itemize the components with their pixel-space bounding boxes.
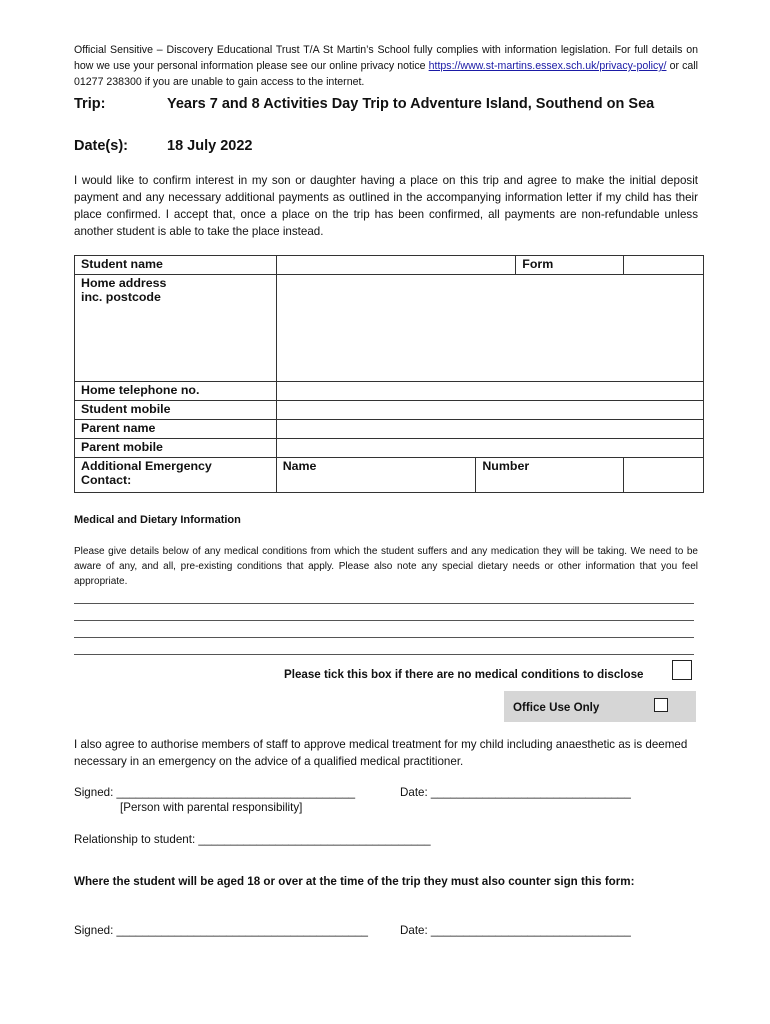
trip-label: Trip: (74, 96, 106, 112)
student-date-line[interactable]: Date: _______________________________ (400, 924, 631, 937)
home-telephone-label: Home telephone no. (75, 382, 277, 401)
student-mobile-label: Student mobile (75, 401, 277, 420)
dates-label: Date(s): (74, 138, 128, 154)
parent-mobile-field[interactable] (276, 439, 703, 458)
medical-line-2[interactable] (74, 620, 694, 621)
medical-line-1[interactable] (74, 603, 694, 604)
parent-date-line[interactable]: Date: _______________________________ (400, 786, 631, 799)
relationship-line[interactable]: Relationship to student: ____________________________________ (74, 833, 431, 846)
emergency-name-field[interactable] (276, 458, 476, 493)
emergency-number-label: Number (482, 459, 530, 473)
office-use-panel (504, 691, 696, 722)
notice-text: Official Sensitive – Discovery Educational Trust T/A St Martin’s School fully complies with information legislation. For full details on how we use your personal information please see our online privacy notice (74, 44, 698, 72)
over-18-instruction: Where the student will be aged 18 or over at the time of the trip they must also counter sign this form: (74, 875, 635, 888)
no-medical-tick-label: Please tick this box if there are no medical conditions to disclose (284, 668, 644, 681)
notice-text-after: or call 01277 238300 if you are unable to gain access to the internet. (74, 60, 699, 88)
emergency-label-line1: Additional Emergency (81, 459, 212, 473)
emergency-number-field[interactable] (476, 458, 624, 493)
privacy-notice (74, 42, 698, 90)
trip-title: Years 7 and 8 Activities Day Trip to Adventure Island, Southend on Sea (167, 96, 655, 112)
medical-instructions: Please give details below of any medical conditions from which the student suffers and any medication they will be taking. We need to be aware of any, and all, pre-existing conditions that apply. Please also note any special dietary needs or other information that you feel appropriate. (74, 546, 698, 587)
dates-value: 18 July 2022 (167, 138, 253, 154)
parent-signature-line[interactable]: Signed: _____________________________________ (74, 786, 356, 799)
parent-name-label: Parent name (75, 420, 277, 439)
medical-line-4[interactable] (74, 654, 694, 655)
emergency-label-line2: Contact: (81, 473, 132, 487)
student-name-field[interactable] (276, 256, 516, 275)
emergency-name-label: Name (282, 459, 317, 473)
parent-name-field[interactable] (276, 420, 703, 439)
medical-line-3[interactable] (74, 637, 694, 638)
office-use-label: Office Use Only (513, 701, 600, 714)
parental-responsibility-caption: [Person with parental responsibility] (120, 801, 303, 814)
form-label: Form (516, 256, 624, 275)
home-address-field[interactable] (276, 275, 703, 382)
medical-section-title: Medical and Dietary Information (74, 514, 241, 526)
emergency-extra-field[interactable] (624, 458, 704, 493)
form-field[interactable] (624, 256, 704, 275)
privacy-policy-link[interactable]: https://www.st-martins.essex.sch.uk/privacy-policy/ (428, 60, 667, 72)
student-mobile-field[interactable] (276, 401, 703, 420)
student-name-label: Student name (75, 256, 277, 275)
student-details-table (74, 255, 704, 493)
home-address-label-line2: inc. postcode (81, 290, 161, 304)
office-use-checkbox[interactable] (654, 698, 668, 712)
no-medical-checkbox[interactable] (672, 660, 692, 680)
medical-consent-paragraph: I also agree to authorise members of staff to approve medical treatment for my child including anaesthetic as is deemed necessary in an emergency on the advice of a qualified medical practitioner. (74, 738, 688, 768)
intro-paragraph: I would like to confirm interest in my son or daughter having a place on this trip and agree to make the initial deposit payment and any necessary additional payments as outlined in the accompanying information letter if my child has their place confirmed. I accept that, once a place on the trip has been confirmed, all payments are non-refundable unless another student is able to take the place instead. (74, 174, 698, 238)
parent-mobile-label: Parent mobile (75, 439, 277, 458)
home-address-label (75, 275, 277, 382)
emergency-contact-label (75, 458, 277, 493)
student-signature-line[interactable]: Signed: _______________________________________ (74, 924, 369, 937)
home-telephone-field[interactable] (276, 382, 703, 401)
home-address-label-line1: Home address (81, 276, 167, 290)
